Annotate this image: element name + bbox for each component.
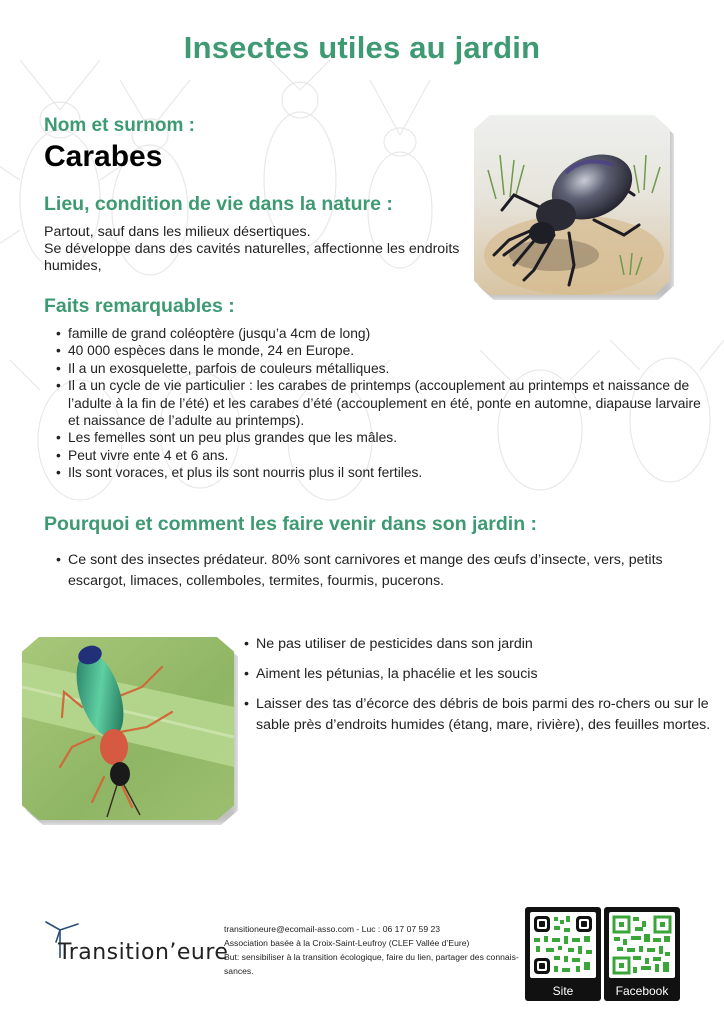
beetle-illustration [474,115,670,295]
qr-code-icon [530,912,596,978]
lieu-text [44,224,464,275]
lieu-line: Se développe dans des cavités naturelles, affectionne les endroits humides, [44,241,460,274]
logo-text: Transition’eure [58,940,229,965]
insect-name: Carabes [44,140,163,173]
contact-line[interactable]: transitioneure@ecomail-asso.com - Luc : 06 17 07 59 23 [224,924,441,934]
qr-label-site: Site [552,984,574,998]
pourquoi-label: Pourquoi et comment les faire venir dans son jardin : [44,513,538,535]
transition-eure-logo[interactable] [44,918,229,968]
conseil-item: • Aiment les pétunias, la phacélie et les soucis [244,664,714,685]
faits-label: Faits remarquables : [44,295,235,317]
association-line: Association basée à la Croix-Saint-Leufroy (CLEF Vallée d’Eure) [224,938,470,948]
faits-list [56,325,706,482]
conseil-item: • Laisser des tas d’écorce des débris de bois parmi des ro-chers ou sur le sable près d’endroits humides (étang, mare, rivière), des feuilles mortes. [244,694,714,736]
fait-item: • Il a un cycle de vie particulier : les carabes de printemps (accouplement au printemps et naissance de l’adulte à la fin de l’été) et les carabes d’été (accouplement en été, ponte en automne, diapause larvaire et naissance de l’adulte au printemps). [56,377,706,429]
qr-code-site[interactable] [525,907,601,1001]
page-title: Insectes utiles au jardin [183,30,541,65]
conseils-list [244,634,714,745]
lieu-label: Lieu, condition de vie dans la nature : [44,193,393,215]
footer-info [224,922,524,978]
fait-item: • Il a un exosquelette, parfois de couleurs métalliques. [56,360,706,377]
conseil-item: • Ne pas utiliser de pesticides dans son jardin [244,634,714,655]
fait-item: • Peut vivre ente 4 et 6 ans. [56,447,706,464]
qr-code-facebook[interactable] [604,907,680,1001]
pourquoi-list [56,550,716,592]
qr-code-icon [609,912,675,978]
fait-item: • Les femelles sont un peu plus grandes que les mâles. [56,429,706,446]
qr-label-facebook: Facebook [615,984,669,998]
but-line: But: sensibiliser à la transition écologique, faire du lien, partager des connais-sances. [224,952,519,976]
fait-item: • Ils sont voraces, et plus ils sont nourris plus il sont fertiles. [56,464,706,481]
lieu-line: Partout, sauf dans les milieux désertiques. [44,224,311,240]
green-beetle-photo [22,637,234,820]
pourquoi-item: • Ce sont des insectes prédateur. 80% sont carnivores et mange des œufs d’insecte, vers, petits escargot, limaces, collemboles, termites, fourmis, pucerons. [56,550,716,592]
nom-label: Nom et surnom : [44,115,195,136]
fait-item: • famille de grand coléoptère (jusqu’a 4cm de long) [56,325,706,342]
fait-item: • 40 000 espèces dans le monde, 24 en Europe. [56,342,706,359]
